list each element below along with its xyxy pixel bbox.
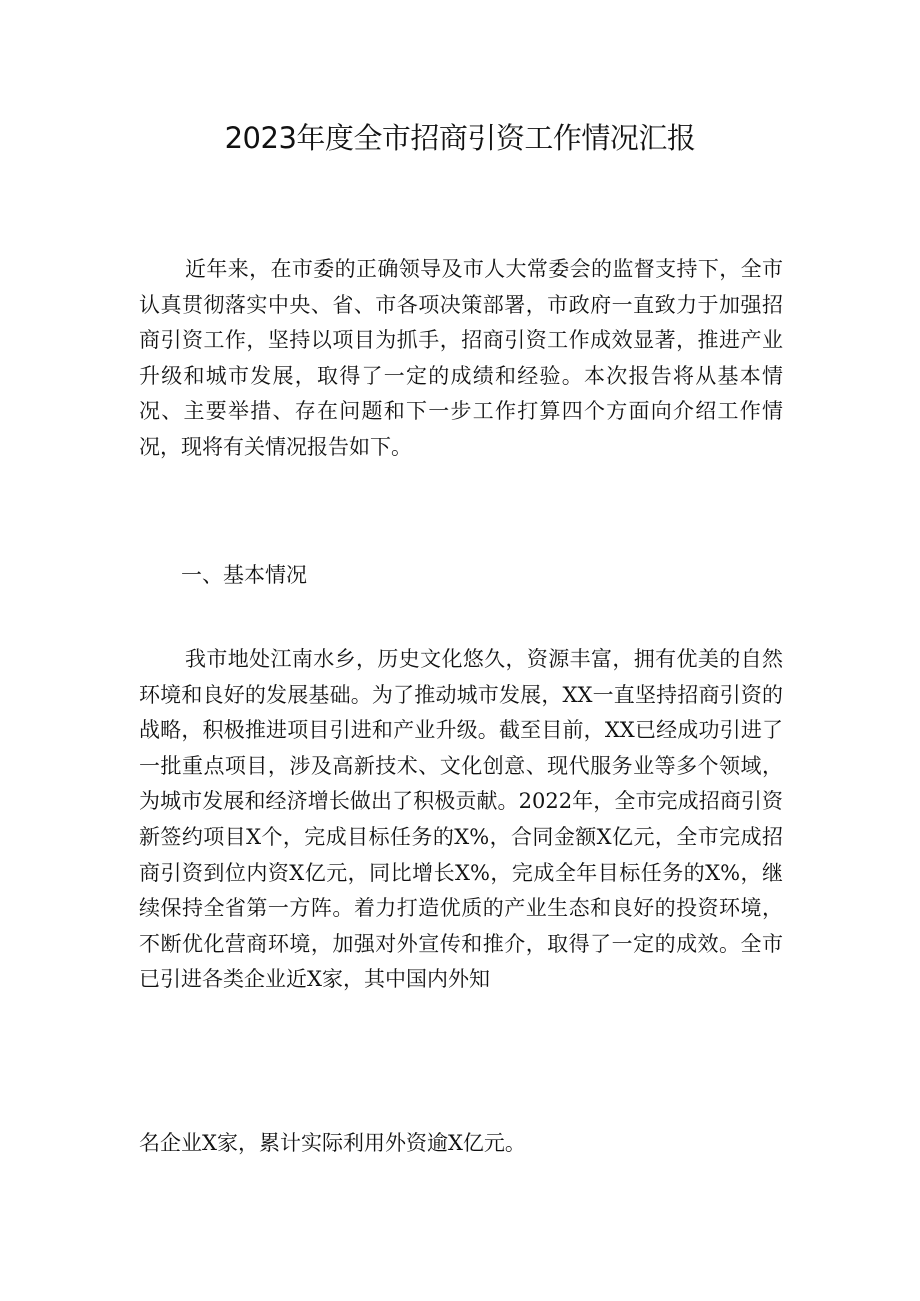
intro-paragraph: 近年来，在市委的正确领导及市人大常委会的监督支持下，全市认真贯彻落实中央、省、市各项决策部署，市政府一直致力于加强招商引资工作，坚持以项目为抓手，招商引资工作成效显著，推进产业升级和城市发展，取得了一定的成绩和经验。本次报告将从基本情况、主要举措、存在问题和下一步工作打算四个方面向介绍工作情况，现将有关情况报告如下。 xyxy=(139,257,783,459)
section-paragraph: 我市地处江南水乡，历史文化悠久，资源丰富，拥有优美的自然环境和良好的发展基础。为了推动城市发展，XX一直坚持招商引资的战略，积极推进项目引进和产业升级。截至目前，XX已经成功引进了一批重点项目，涉及高新技术、文化创意、现代服务业等多个领域，为城市发展和经济增长做出了积极贡献。2022年，全市完成招商引资新签约项目X个，完成目标任务的X%，合同金额X亿元，全市完成招商引资到位内资X亿元，同比增长X%，完成全年目标任务的X%，继续保持全省第一方阵。着力打造优质的产业生态和良好的投资环境，不断优化营商环境，加强对外宣传和推介，取得了一定的成效。全市已引进各类企业近X家，其中国内外知 xyxy=(139,647,783,992)
continuation-paragraph: 名企业X家，累计实际利用外资逾X亿元。 xyxy=(139,1131,526,1155)
document-title: 2023年度全市招商引资工作情况汇报 xyxy=(224,121,696,155)
section-heading: 一、基本情况 xyxy=(181,563,307,587)
